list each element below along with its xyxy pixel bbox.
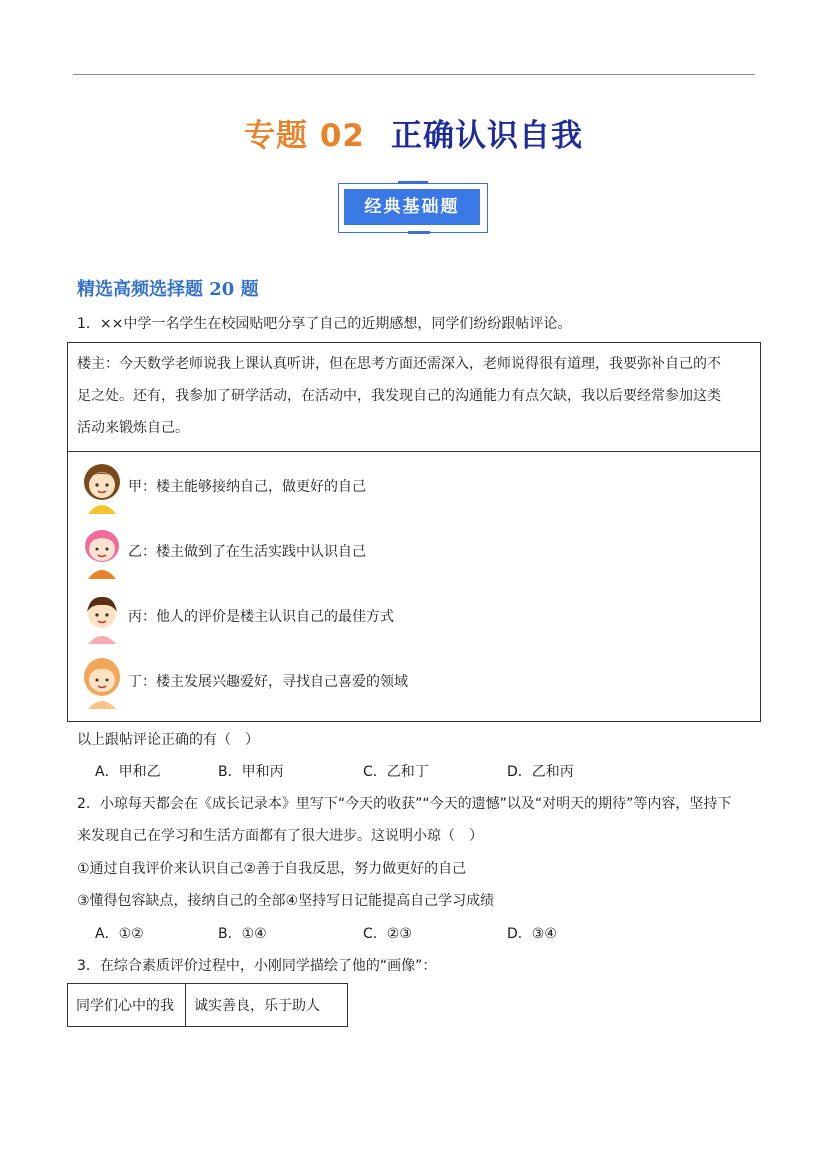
q1-option-b: B．甲和丙 xyxy=(218,764,284,780)
q2-stem-line: 2．小琼每天都会在《成长记录本》里写下“今天的收获”“今天的遗憾”以及“对明天的期待”等内容，坚持下 xyxy=(77,796,732,812)
comment-text: 丁：楼主发展兴趣爱好，寻找自己喜爱的领域 xyxy=(128,674,408,690)
orange-hair-girl-avatar-icon xyxy=(80,657,124,709)
boy-avatar-icon xyxy=(80,592,124,644)
table-cell: 诚实善良，乐于助人 xyxy=(186,984,348,1027)
badge-frame xyxy=(338,183,490,235)
header-rule xyxy=(73,74,755,75)
q3-stem: 3．在综合素质评价过程中，小刚同学描绘了他的“画像”： xyxy=(77,958,437,974)
q1-prompt: 以上跟帖评论正确的有（ ） xyxy=(77,732,259,748)
q1-option-c: C．乙和丁 xyxy=(363,764,429,780)
q2-option-a: A．①② xyxy=(95,926,144,942)
page-title xyxy=(0,110,827,155)
q2-option-c: C．②③ xyxy=(363,926,412,942)
table-row xyxy=(68,984,348,1027)
q3-table xyxy=(67,983,348,1027)
q2-option-b: B．①④ xyxy=(218,926,267,942)
post-line: 活动来锻炼自己。 xyxy=(77,420,189,436)
post-line: 楼主：今天数学老师说我上课认真听讲，但在思考方面还需深入，老师说得很有道理，我要弥补自己的不 xyxy=(77,356,721,372)
title-number: 专题 02 xyxy=(244,118,365,154)
title-main: 正确认识自我 xyxy=(390,118,583,154)
comment-text: 丙：他人的评价是楼主认识自己的最佳方式 xyxy=(128,609,394,625)
category-badge: 经典基础题 xyxy=(344,189,480,225)
q1-option-d: D．乙和丙 xyxy=(507,764,574,780)
q2-statement: ①通过自我评价来认识自己②善于自我反思，努力做更好的自己 xyxy=(77,861,467,877)
q2-statement: ③懂得包容缺点，接纳自己的全部④坚持写日记能提高自己学习成绩 xyxy=(77,893,495,909)
table-cell: 同学们心中的我 xyxy=(68,984,186,1027)
q1-stem: 1．××中学一名学生在校园贴吧分享了自己的近期感想，同学们纷纷跟帖评论。 xyxy=(77,316,572,332)
q1-option-a: A．甲和乙 xyxy=(95,764,161,780)
comment-text: 乙：楼主做到了在生活实践中认识自己 xyxy=(128,544,366,560)
q1-comments-box xyxy=(67,450,761,722)
q2-option-d: D．③④ xyxy=(507,926,557,942)
post-line: 足之处。还有，我参加了研学活动，在活动中，我发现自己的沟通能力有点欠缺，我以后要经常参加这类 xyxy=(77,388,721,404)
q1-post-box xyxy=(67,342,761,452)
pink-hair-girl-avatar-icon xyxy=(80,527,124,579)
comment-text: 甲：楼主能够接纳自己，做更好的自己 xyxy=(128,479,366,495)
girl-avatar-icon xyxy=(80,462,124,514)
section-heading: 精选高频选择题 20 题 xyxy=(77,279,259,300)
q2-stem-line: 来发现自己在学习和生活方面都有了很大进步。这说明小琼（ ） xyxy=(77,828,483,844)
